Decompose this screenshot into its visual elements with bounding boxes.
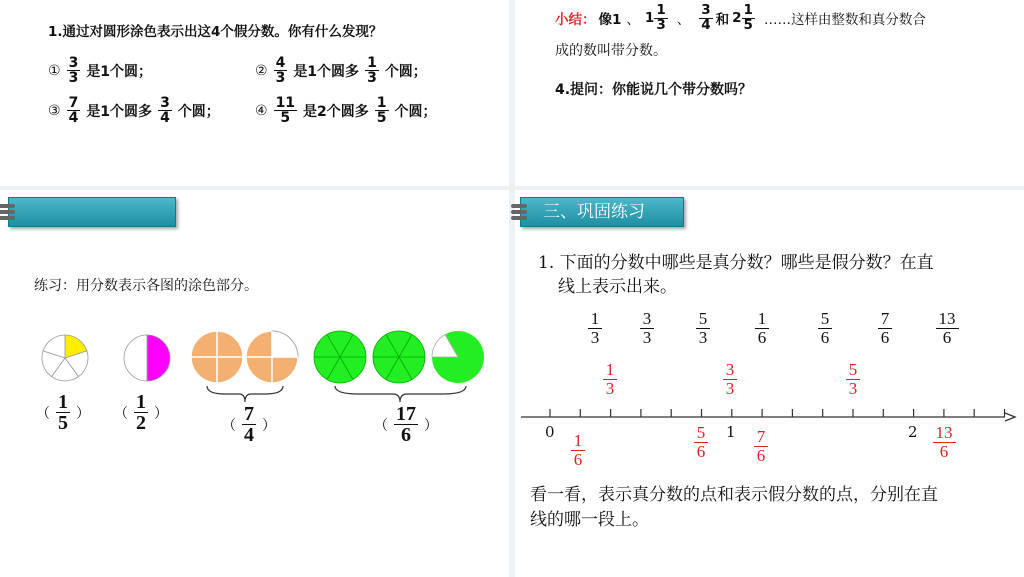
fraction-item: 1 6 — [747, 310, 777, 347]
fraction-item: 3 3 — [632, 310, 662, 347]
section-banner-left — [8, 197, 176, 227]
practice-question-line-2: 线上表示出来。 — [558, 277, 677, 297]
summary-pre: 像1 — [598, 12, 622, 28]
binder-clip-icon — [0, 202, 17, 222]
fraction: $\frac{1}{5}$ — [376, 95, 387, 126]
item-text: 是2个圆多 — [303, 103, 369, 120]
item-3 — [48, 96, 220, 125]
summary-line-2: 成的数叫带分数。 — [555, 43, 667, 59]
answer-3: （ $\frac{7}{4}$ ） — [222, 403, 276, 446]
answer-2: （ $\frac{1}{2}$ ） — [114, 391, 168, 434]
axis-label-0: 0 — [545, 423, 555, 441]
item-1 — [48, 56, 152, 85]
item-text: 是1个圆； — [86, 63, 153, 80]
summary-post: ……这样由整数和真分数合 — [763, 12, 926, 28]
item-text: 是1个圆多 — [86, 103, 153, 120]
figure-halves — [122, 333, 172, 383]
answer-label-below: 13 6 — [929, 424, 959, 461]
fraction: $\frac{4}{3}$ — [275, 55, 286, 86]
footer-line-1: 看一看，表示真分数的点和表示假分数的点，分别在直 — [530, 485, 938, 505]
mixed-number-2: 2 $\frac{1}{5}$ — [732, 2, 753, 33]
summary-line-1 — [555, 4, 926, 32]
item-text: 个圆； — [394, 103, 437, 120]
fraction-item: 13 6 — [932, 310, 962, 347]
axis-label-1: 1 — [726, 423, 736, 441]
fraction: $\frac{1}{3}$ — [367, 55, 377, 86]
brace-quarters — [205, 384, 285, 404]
fraction: $\frac{3}{4}$ — [701, 2, 711, 33]
fraction: $\frac{3}{4}$ — [160, 95, 170, 126]
answer-label-below: 1 6 — [563, 432, 593, 469]
binder-clip-icon — [511, 202, 529, 222]
fraction: $\frac{7}{4}$ — [68, 95, 79, 126]
item-text: 个圆； — [384, 63, 427, 80]
fraction: $\frac{11}{5}$ — [275, 95, 296, 126]
item-2 — [255, 56, 427, 85]
summary-label: 小结： — [555, 12, 596, 28]
figure-quarters — [190, 330, 300, 385]
fraction-item: 5 3 — [688, 310, 718, 347]
axis-label-2: 2 — [908, 423, 918, 441]
answer-label-above: 5 3 — [838, 361, 868, 398]
item-mark: ③ — [48, 102, 61, 119]
practice-question-line-1: 1. 下面的分数中哪些是真分数？哪些是假分数？在直 — [538, 253, 934, 273]
figure-sixths — [313, 330, 488, 385]
mixed-number-1: 1 $\frac{1}{3}$ — [644, 2, 666, 33]
fraction: $\frac{3}{3}$ — [68, 55, 79, 86]
separator: 、 — [676, 12, 691, 28]
footer-line-2: 线的哪一段上。 — [530, 510, 649, 530]
exercise-instruction: 练习：用分数表示各图的涂色部分。 — [34, 278, 258, 294]
answer-1: （ $\frac{1}{5}$ ） — [36, 391, 90, 434]
brace-sixths — [333, 384, 468, 404]
question-4: 4.提问：你能说几个带分数吗？ — [555, 82, 753, 98]
item-text: 个圆； — [177, 103, 220, 120]
answer-label-below: 5 6 — [686, 424, 716, 461]
fraction-item: 7 6 — [870, 310, 900, 347]
banner-title: 三、巩固练习 — [543, 202, 645, 222]
and-text: 和 — [715, 12, 730, 28]
item-4 — [255, 96, 437, 125]
question-1: 1.通过对圆形涂色表示出这4个假分数。你有什么发现？ — [48, 24, 383, 40]
figure-fifths — [40, 333, 90, 383]
item-mark: ② — [255, 62, 268, 79]
item-mark: ④ — [255, 102, 268, 119]
answer-4: （ $\frac{17}{6}$ ） — [374, 403, 438, 446]
answer-label-above: 1 3 — [595, 361, 625, 398]
fraction-item: 1 3 — [580, 310, 610, 347]
separator: 、 — [626, 12, 640, 28]
fraction-item: 5 6 — [810, 310, 840, 347]
item-mark: ① — [48, 62, 61, 79]
item-text: 是1个圆多 — [293, 63, 360, 80]
answer-label-above: 3 3 — [715, 361, 745, 398]
answer-label-below: 7 6 — [746, 428, 776, 465]
section-banner-right — [520, 197, 684, 227]
